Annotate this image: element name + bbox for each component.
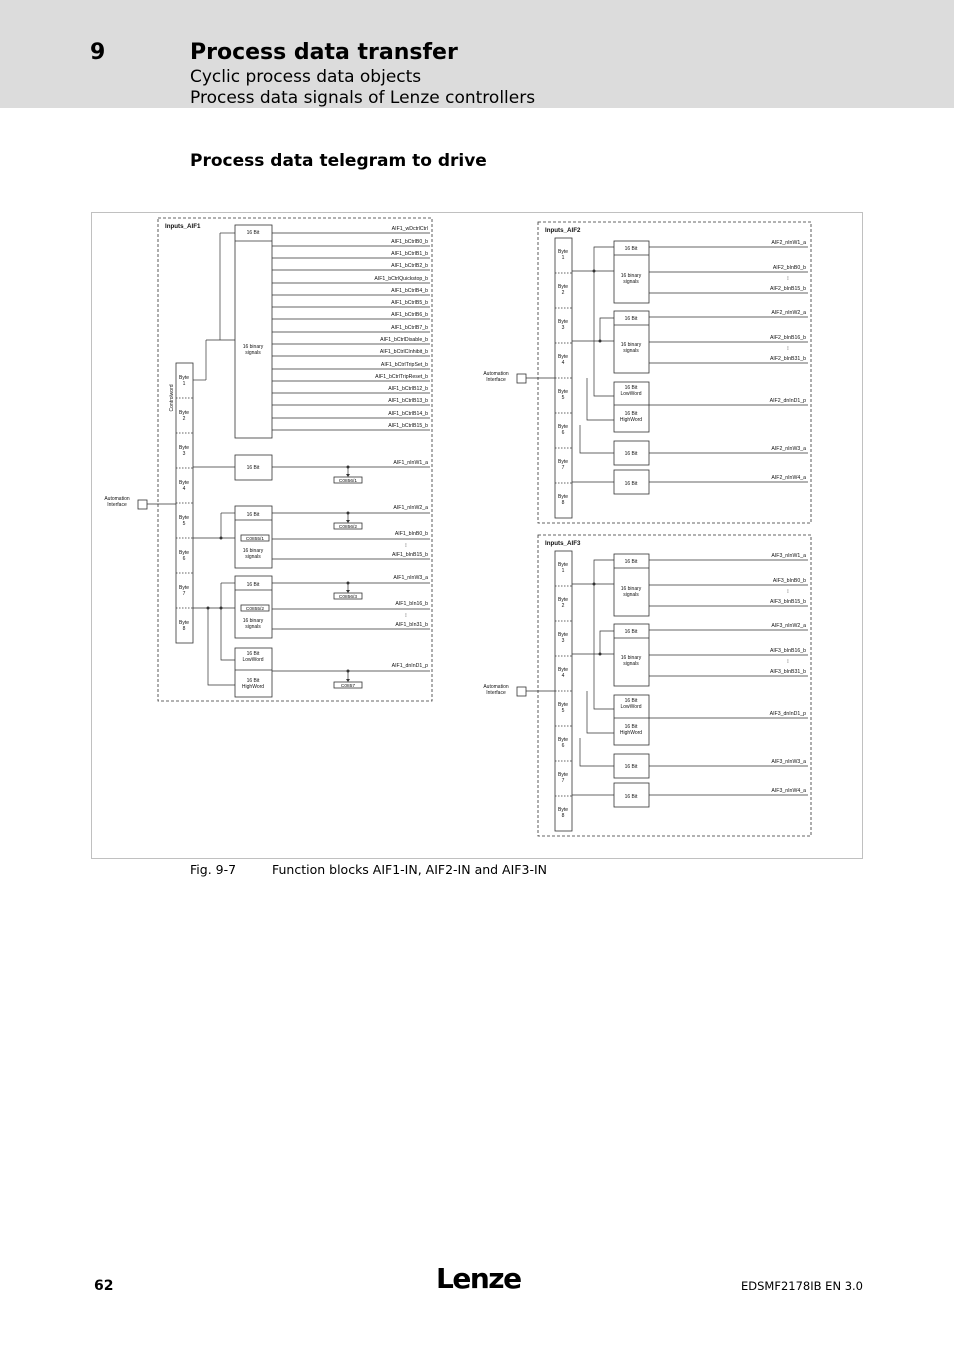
aif2-block-label: 16 Bit	[624, 481, 638, 487]
aif2-byte-label: 6	[561, 430, 565, 436]
aif1-code-label: C0855/1	[245, 537, 265, 542]
aif1-byte-label: 5	[182, 521, 186, 527]
aif3-interface-label: Interface	[486, 690, 506, 696]
aif2-byte-label: 8	[561, 500, 565, 506]
aif3-byte-label: 5	[561, 708, 565, 714]
aif2-byte-label: Byte	[557, 424, 569, 430]
aif1-interface-port	[138, 500, 147, 509]
aif2-byte-label: 7	[561, 465, 565, 471]
aif1-code-label: C0856/1	[338, 479, 358, 484]
aif3-byte-label: 2	[561, 603, 565, 609]
aif3-block-label: 16 Bit	[624, 724, 638, 730]
aif3-block-label: HighWord	[619, 730, 643, 736]
aif1-block-label: 16 binary	[242, 618, 264, 624]
aif3-interface-label: Automation	[483, 684, 509, 690]
aif3-signal-label: AIF3_bInB16_b	[769, 648, 806, 654]
aif2-signal-label: AIF2_bInB0_b	[772, 265, 806, 271]
aif1-code-label: C0856/3	[338, 595, 358, 600]
aif1-block-label: 16 binary	[242, 344, 264, 350]
aif1-byte-label: Byte	[178, 445, 190, 451]
aif1-dots: ⁞	[405, 613, 407, 619]
aif3-byte-label: Byte	[557, 597, 569, 603]
aif2-interface-label: Interface	[486, 377, 506, 383]
arrow-head	[346, 679, 350, 682]
aif3-byte-label: Byte	[557, 737, 569, 743]
aif1-controlword-label: Controlword	[169, 384, 175, 412]
document-id: EDSMF2178IB EN 3.0	[741, 1279, 863, 1293]
aif1-dots: ⁞	[405, 543, 407, 549]
aif1-signal-label: AIF1_dnInD1_p	[391, 663, 428, 669]
aif2-byte-label: Byte	[557, 319, 569, 325]
page-number: 62	[94, 1278, 114, 1294]
aif1-signal-label: AIF1_bInB0_b	[394, 531, 428, 537]
aif1-byte-label: Byte	[178, 585, 190, 591]
aif1-byte-label: Byte	[178, 410, 190, 416]
aif1-block-label: 16 Bit	[246, 465, 260, 471]
aif2-byte-label: 1	[561, 255, 565, 261]
aif2-block-label: LowWord	[620, 391, 642, 397]
aif3-byte-label: Byte	[557, 702, 569, 708]
aif1-ctrl-signal-label: AIF1_bCtrlTripReset_b	[375, 374, 428, 380]
aif1-byte-label: 7	[182, 591, 186, 597]
section-heading: Process data telegram to drive	[190, 151, 487, 171]
aif3-block-label: signals	[623, 661, 639, 667]
connector-line	[221, 608, 235, 660]
aif1-signal-label: AIF1_nInW2_a	[393, 505, 428, 511]
aif2-block-label: 16 Bit	[624, 385, 638, 391]
chapter-title: Process data transfer	[190, 40, 458, 65]
aif1-byte-label: Byte	[178, 550, 190, 556]
aif1-ctrl-signal-label: AIF1_bCtrlB12_b	[388, 386, 428, 392]
aif2-dots: ⁞	[787, 276, 789, 282]
chapter-number: 9	[90, 40, 106, 65]
aif1-signal-label: AIF1_bIn31_b	[395, 622, 428, 628]
chapter-subtitle-2: Process data signals of Lenze controllers	[190, 88, 536, 108]
connector-line	[580, 425, 614, 453]
aif3-signal-label: AIF3_nInW4_a	[771, 788, 806, 794]
aif3-block-label: 16 Bit	[624, 698, 638, 704]
aif1-byte-label: Byte	[178, 480, 190, 486]
aif3-byte-label: Byte	[557, 562, 569, 568]
aif3-byte-label: 7	[561, 778, 565, 784]
aif2-block-label: 16 Bit	[624, 246, 638, 252]
aif2-byte-label: Byte	[557, 494, 569, 500]
aif2-byte-label: Byte	[557, 389, 569, 395]
aif1-block-label: 16 binary	[242, 548, 264, 554]
aif3-signal-label: AIF3_nInW3_a	[771, 759, 806, 765]
aif1-ctrl-signal-label: AIF1_bCtrlQuickstop_b	[374, 276, 428, 282]
aif3-byte-label: Byte	[557, 772, 569, 778]
aif1-ctrl-signal-label: AIF1_bCtrlB14_b	[388, 411, 428, 417]
aif2-frame	[538, 222, 811, 523]
aif2-interface-label: Automation	[483, 371, 509, 377]
aif3-byte-label: Byte	[557, 807, 569, 813]
aif3-block-label: 16 binary	[620, 655, 642, 661]
aif1-block-label: HighWord	[241, 684, 265, 690]
connector-line	[594, 247, 614, 271]
chapter-subtitle-1: Cyclic process data objects	[190, 67, 422, 87]
aif1-byte-label: Byte	[178, 375, 190, 381]
aif1-ctrl-signal-label: AIF1_bCtrlB15_b	[388, 423, 428, 429]
aif1-signal-label: AIF1_nInW1_a	[393, 460, 428, 466]
aif3-signal-label: AIF3_bInB31_b	[769, 669, 806, 675]
aif2-block-label: 16 binary	[620, 273, 642, 279]
aif2-block-label: HighWord	[619, 417, 643, 423]
aif1-ctrl-signal-label: AIF1_bCtrlB0_b	[391, 239, 428, 245]
aif2-signal-label: AIF2_bInB15_b	[769, 286, 806, 292]
aif1-block-label: LowWord	[242, 657, 264, 663]
aif3-block-label: 16 Bit	[624, 559, 638, 565]
aif3-block-label: 16 binary	[620, 586, 642, 592]
connector-line	[594, 584, 614, 709]
aif3-signal-label: AIF3_bInB0_b	[772, 578, 806, 584]
aif3-byte-label: Byte	[557, 667, 569, 673]
aif1-ctrl-signal-label: AIF1_bCtrlTripSet_b	[380, 362, 428, 368]
aif3-interface-port	[517, 687, 526, 696]
aif3-block-label: 16 Bit	[624, 764, 638, 770]
aif3-block-label: 16 Bit	[624, 794, 638, 800]
aif2-block-label: signals	[623, 279, 639, 285]
figure-caption-label: Fig. 9-7	[190, 862, 237, 877]
aif1-byte-label: 1	[182, 381, 186, 387]
aif1-signal-label: AIF1_nInW3_a	[393, 575, 428, 581]
aif2-signal-label: AIF2_dnInD1_p	[769, 398, 806, 404]
arrow-head	[346, 590, 350, 593]
aif1-block-label: signals	[245, 624, 261, 630]
aif2-signal-label: AIF2_nInW1_a	[771, 240, 806, 246]
aif1-ctrl-signal-label: AIF1_bCtrlB2_b	[391, 263, 428, 269]
aif1-code-label: C0857	[340, 684, 356, 689]
aif2-block-label: signals	[623, 348, 639, 354]
aif1-block-label: 16 Bit	[246, 230, 260, 236]
connector-line	[580, 738, 614, 766]
aif3-title: Inputs_AIF3	[545, 540, 581, 547]
connector-line	[587, 691, 614, 733]
aif2-byte-label: 4	[561, 360, 565, 366]
aif3-signal-label: AIF3_nInW2_a	[771, 623, 806, 629]
aif1-block-label: 16 Bit	[246, 651, 260, 657]
aif3-byte-label: 3	[561, 638, 565, 644]
aif3-byte-label: 6	[561, 743, 565, 749]
aif2-title: Inputs_AIF2	[545, 227, 581, 234]
aif3-signal-label: AIF3_nInW1_a	[771, 553, 806, 559]
aif2-block-label: 16 binary	[620, 342, 642, 348]
aif3-block-label: LowWord	[620, 704, 642, 710]
connector-line	[600, 318, 614, 341]
aif1-byte-label: 4	[182, 486, 186, 492]
aif1-block-label: signals	[245, 554, 261, 560]
aif3-signal-label: AIF3_bInB15_b	[769, 599, 806, 605]
connector-line	[208, 608, 235, 685]
aif3-signal-label: AIF3_dnInD1_p	[769, 711, 806, 717]
aif3-byte-label: 1	[561, 568, 565, 574]
aif3-frame	[538, 535, 811, 836]
aif2-signal-label: AIF2_nInW4_a	[771, 475, 806, 481]
aif3-byte-label: Byte	[557, 632, 569, 638]
aif1-ctrl-signal-label: AIF1_bCtrlCInhibit_b	[379, 349, 428, 355]
aif1-interface-label: Automation	[104, 496, 130, 502]
aif1-block-label: 16 Bit	[246, 678, 260, 684]
aif2-byte-label: Byte	[557, 459, 569, 465]
aif2-signal-label: AIF2_nInW3_a	[771, 446, 806, 452]
aif1-ctrl-block	[235, 225, 272, 438]
aif2-signal-label: AIF2_bInB31_b	[769, 356, 806, 362]
aif1-byte-label: 3	[182, 451, 186, 457]
aif1-ctrl-signal-label: AIF1_bCtrlB1_b	[391, 251, 428, 257]
aif1-code-label: C0856/2	[338, 525, 358, 530]
aif2-block-label: 16 Bit	[624, 316, 638, 322]
aif1-ctrl-signal-label: AIF1_bCtrlB4_b	[391, 288, 428, 294]
aif1-title: Inputs_AIF1	[165, 223, 201, 230]
aif3-byte-column	[555, 551, 572, 831]
aif1-signal-label: AIF1_bInB15_b	[391, 552, 428, 558]
aif1-block-label: 16 Bit	[246, 512, 260, 518]
aif2-dots: ⁞	[787, 346, 789, 352]
aif2-block-label: 16 Bit	[624, 451, 638, 457]
aif1-ctrl-signal-label: AIF1_bCtrlDisable_b	[380, 337, 428, 343]
aif2-byte-label: Byte	[557, 284, 569, 290]
aif1-code-label: C0855/2	[245, 607, 265, 612]
connector-line	[594, 560, 614, 584]
aif1-byte-label: 6	[182, 556, 186, 562]
aif1-signal-label: AIF1_bIn16_b	[395, 601, 428, 607]
aif1-ctrl-signal-label: AIF1_bCtrlB5_b	[391, 300, 428, 306]
aif3-byte-label: 8	[561, 813, 565, 819]
aif1-byte-label: 8	[182, 626, 186, 632]
figure-caption-text: Function blocks AIF1-IN, AIF2-IN and AIF3-IN	[272, 862, 547, 877]
arrow-head	[346, 520, 350, 523]
aif2-byte-column	[555, 238, 572, 518]
aif1-byte-column	[176, 363, 193, 643]
aif2-interface-port	[517, 374, 526, 383]
aif2-signal-label: AIF2_nInW2_a	[771, 310, 806, 316]
aif3-block-label: 16 Bit	[624, 629, 638, 635]
aif1-byte-label: Byte	[178, 515, 190, 521]
aif1-interface-label: Interface	[107, 502, 127, 508]
aif2-byte-label: Byte	[557, 354, 569, 360]
connector-line	[600, 631, 614, 654]
aif1-ctrl-signal-label: AIF1_bCtrlB7_b	[391, 325, 428, 331]
aif3-dots: ⁞	[787, 659, 789, 665]
aif2-block-label: 16 Bit	[624, 411, 638, 417]
aif1-byte-label: 2	[182, 416, 186, 422]
aif2-signal-label: AIF2_bInB16_b	[769, 335, 806, 341]
aif3-block-label: signals	[623, 592, 639, 598]
aif1-ctrl-signal-label: AIF1_bCtrlB6_b	[391, 312, 428, 318]
connector-line	[594, 271, 614, 396]
aif1-block-label: signals	[245, 350, 261, 356]
aif2-byte-label: Byte	[557, 249, 569, 255]
lenze-logo: Lenze	[436, 1262, 521, 1295]
function-block-diagram	[91, 212, 863, 859]
arrow-head	[346, 474, 350, 477]
aif3-dots: ⁞	[787, 589, 789, 595]
aif2-byte-label: 2	[561, 290, 565, 296]
aif2-byte-label: 3	[561, 325, 565, 331]
aif1-ctrl-signal-label: AIF1_wDctrlCtrl	[391, 226, 428, 232]
aif1-ctrl-signal-label: AIF1_bCtrlB13_b	[388, 398, 428, 404]
aif2-byte-label: 5	[561, 395, 565, 401]
aif1-block-label: 16 Bit	[246, 582, 260, 588]
aif1-byte-label: Byte	[178, 620, 190, 626]
connector-line	[587, 378, 614, 420]
aif3-byte-label: 4	[561, 673, 565, 679]
